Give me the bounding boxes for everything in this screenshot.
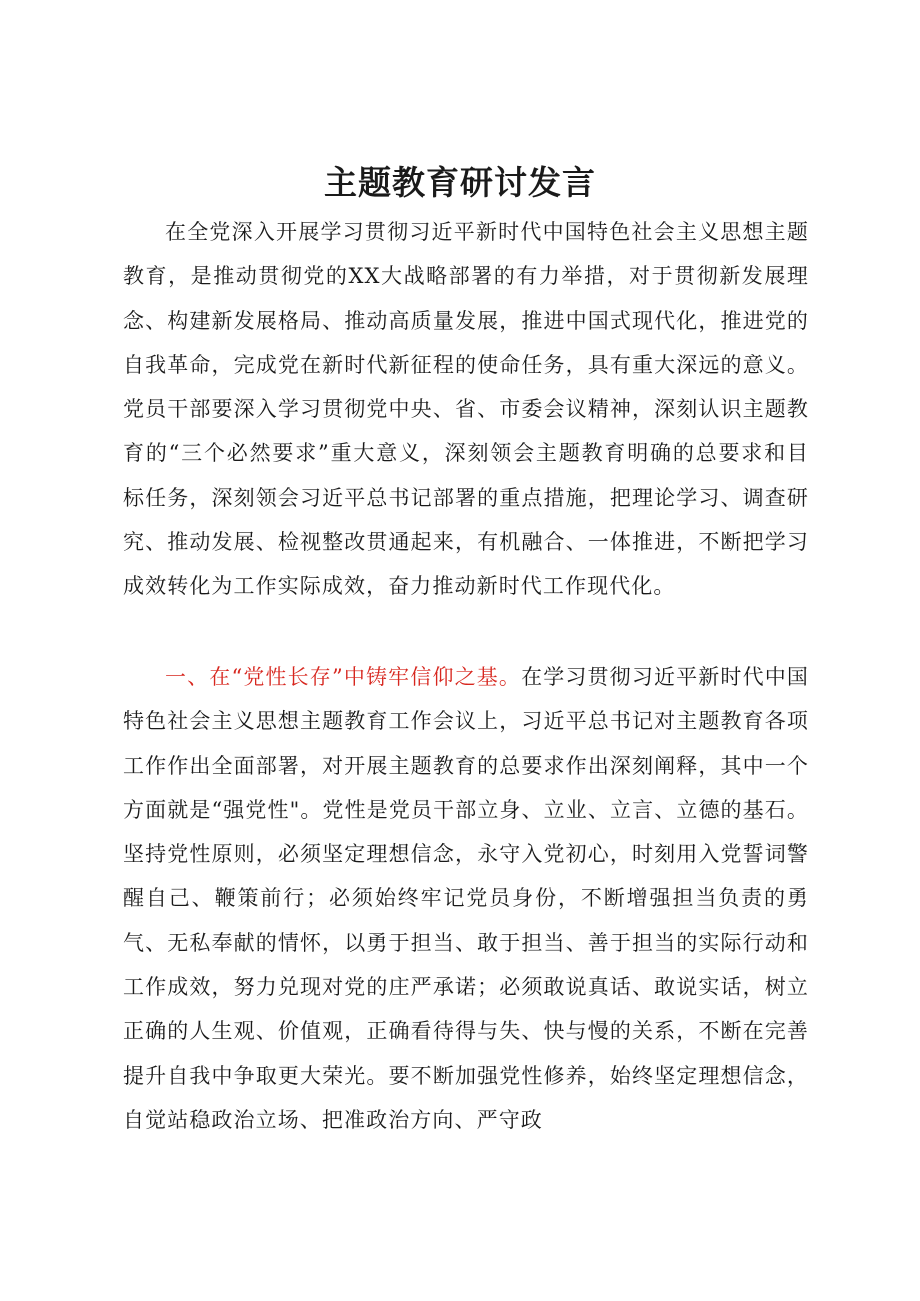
document-title: 主题教育研讨发言 bbox=[324, 163, 596, 202]
paragraph-section-one-text: 在学习贯彻习近平新时代中国特色社会主义思想主题教育工作会议上，习近平总书记对主题教育各项工作作出全面部署，对开展主题教育的总要求作出深刻阐释，其中一个方面就是“强党性"。党性是党员干部立身、立业、立言、立德的基石。坚持党性原则，必须坚定理想信念，永守入党初心，时刻用入党誓词警醒自己、鞭策前行；必须始终牢记党员身份，不断增强担当负责的勇气、无私奉献的情怀，以勇于担当、敢于担当、善于担当的实际行动和工作成效，努力兑现对党的庄严承诺；必须敢说真话、敢说实话，树立正确的人生观、价值观，正确看待得与失、快与慢的关系，不断在完善提升自我中争取更大荣光。要不断加强党性修养，始终坚定理想信念，自觉站稳政治立场、把准政治方向、严守政 bbox=[123, 665, 809, 1132]
section-heading-one: 一、在“党性长存”中铸牢信仰之基。 bbox=[165, 665, 522, 689]
paragraph-section-one bbox=[123, 655, 809, 1142]
paragraph-intro-text: 在全党深入开展学习贯彻习近平新时代中国特色社会主义思想主题教育，是推动贯彻党的XX大战略部署的有力举措，对于贯彻新发展理念、构建新发展格局、推动高质量发展，推进中国式现代化，推进党的自我革命，完成党在新时代新征程的使命任务，具有重大深远的意义。党员干部要深入学习贯彻党中央、省、市委会议精神，深刻认识主题教育的“三个必然要求”重大意义，深刻领会主题教育明确的总要求和目标任务，深刻领会习近平总书记部署的重点措施，把理论学习、调查研究、推动发展、检视整改贯通起来，有机融合、一体推进，不断把学习成效转化为工作实际成效，奋力推动新时代工作现代化。 bbox=[123, 220, 809, 599]
paragraph-intro bbox=[123, 210, 809, 609]
